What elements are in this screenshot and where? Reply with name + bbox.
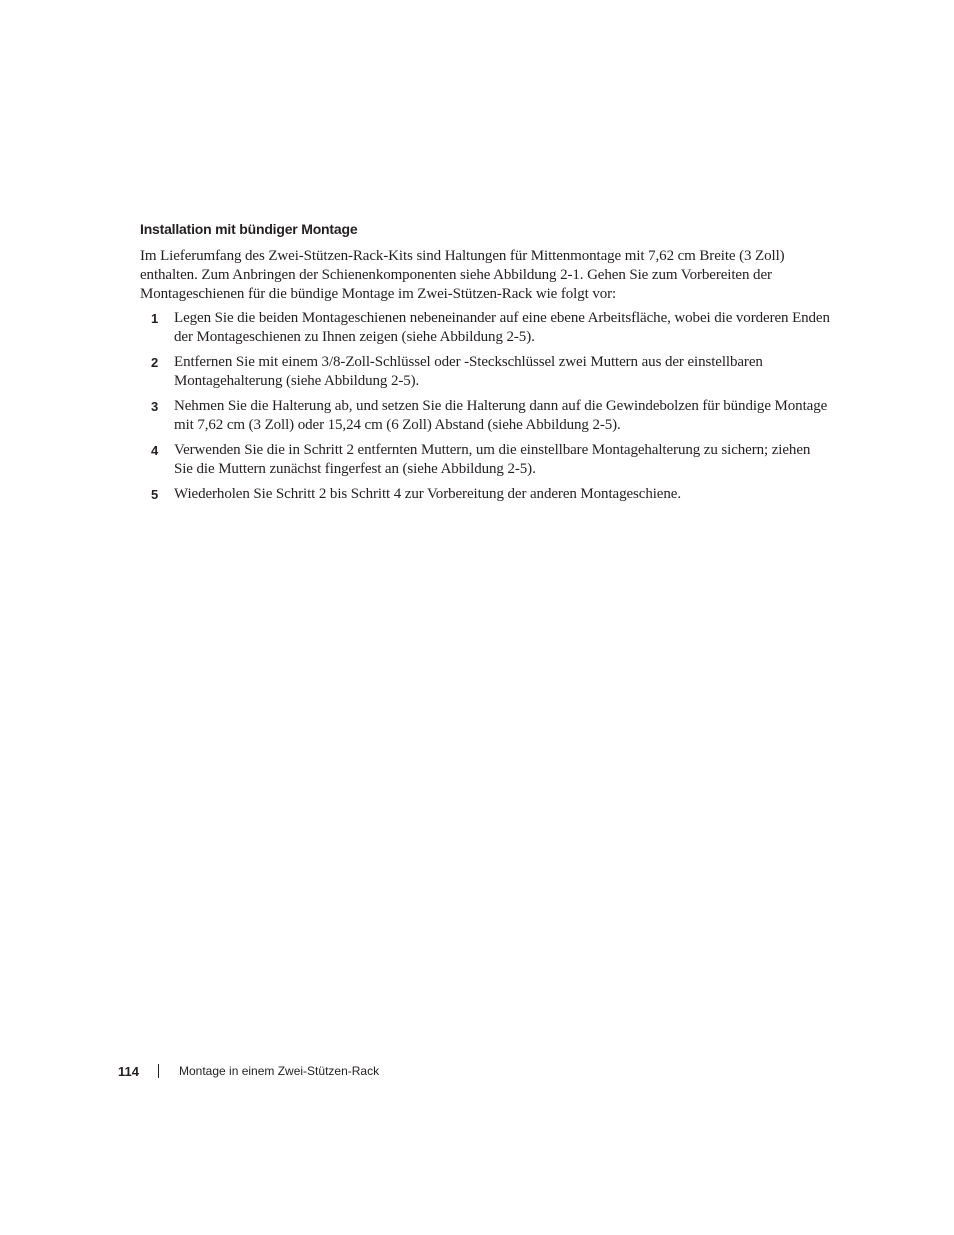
step-text: Legen Sie die beiden Montageschienen nebeneinander auf eine ebene Arbeitsfläche, wobei die vorderen Enden der Montageschienen zu Ihnen zeigen (siehe Abbildung 2-5). bbox=[174, 310, 830, 345]
step-number: 5 bbox=[151, 487, 159, 502]
step-text: Entfernen Sie mit einem 3/8-Zoll-Schlüssel oder -Steckschlüssel zwei Muttern aus der einstellbaren Montagehalterung (siehe Abbildung 2-5). bbox=[174, 354, 763, 389]
step-text: Nehmen Sie die Halterung ab, und setzen Sie die Halterung dann auf die Gewindebolzen für bündige Montage mit 7,62 cm (3 Zoll) oder 15,24 cm (6 Zoll) Abstand (siehe Abbildung 2-5). bbox=[174, 398, 828, 433]
list-item bbox=[140, 353, 830, 391]
page-footer bbox=[118, 1062, 379, 1080]
footer-separator bbox=[158, 1064, 159, 1078]
list-item bbox=[140, 485, 830, 504]
step-text: Wiederholen Sie Schritt 2 bis Schritt 4 zur Vorbereitung der anderen Montageschiene. bbox=[174, 486, 681, 502]
step-number: 1 bbox=[151, 311, 159, 326]
steps-list bbox=[140, 309, 830, 510]
list-item bbox=[140, 309, 830, 347]
step-number: 2 bbox=[151, 355, 159, 370]
step-text: Verwenden Sie die in Schritt 2 entfernten Muttern, um die einstellbare Montagehalterung zu sichern; ziehen Sie die Muttern zunächst fingerfest an (siehe Abbildung 2-5). bbox=[174, 442, 811, 477]
list-item bbox=[140, 397, 830, 435]
step-number: 4 bbox=[151, 443, 159, 458]
page-number: 114 bbox=[118, 1063, 139, 1079]
section-heading: Installation mit bündiger Montage bbox=[140, 221, 358, 237]
list-item bbox=[140, 441, 830, 479]
step-number: 3 bbox=[151, 399, 159, 414]
chapter-title: Montage in einem Zwei-Stützen-Rack bbox=[179, 1064, 380, 1078]
intro-paragraph: Im Lieferumfang des Zwei-Stützen-Rack-Kits sind Haltungen für Mittenmontage mit 7,62 cm Breite (3 Zoll) enthalten. Zum Anbringen der Schienenkomponenten siehe Abbildung 2-1. Gehen Sie zum Vorbereiten der Montageschienen für die bündige Montage im Zwei-Stützen-Rack wie folgt vor: bbox=[140, 248, 785, 302]
